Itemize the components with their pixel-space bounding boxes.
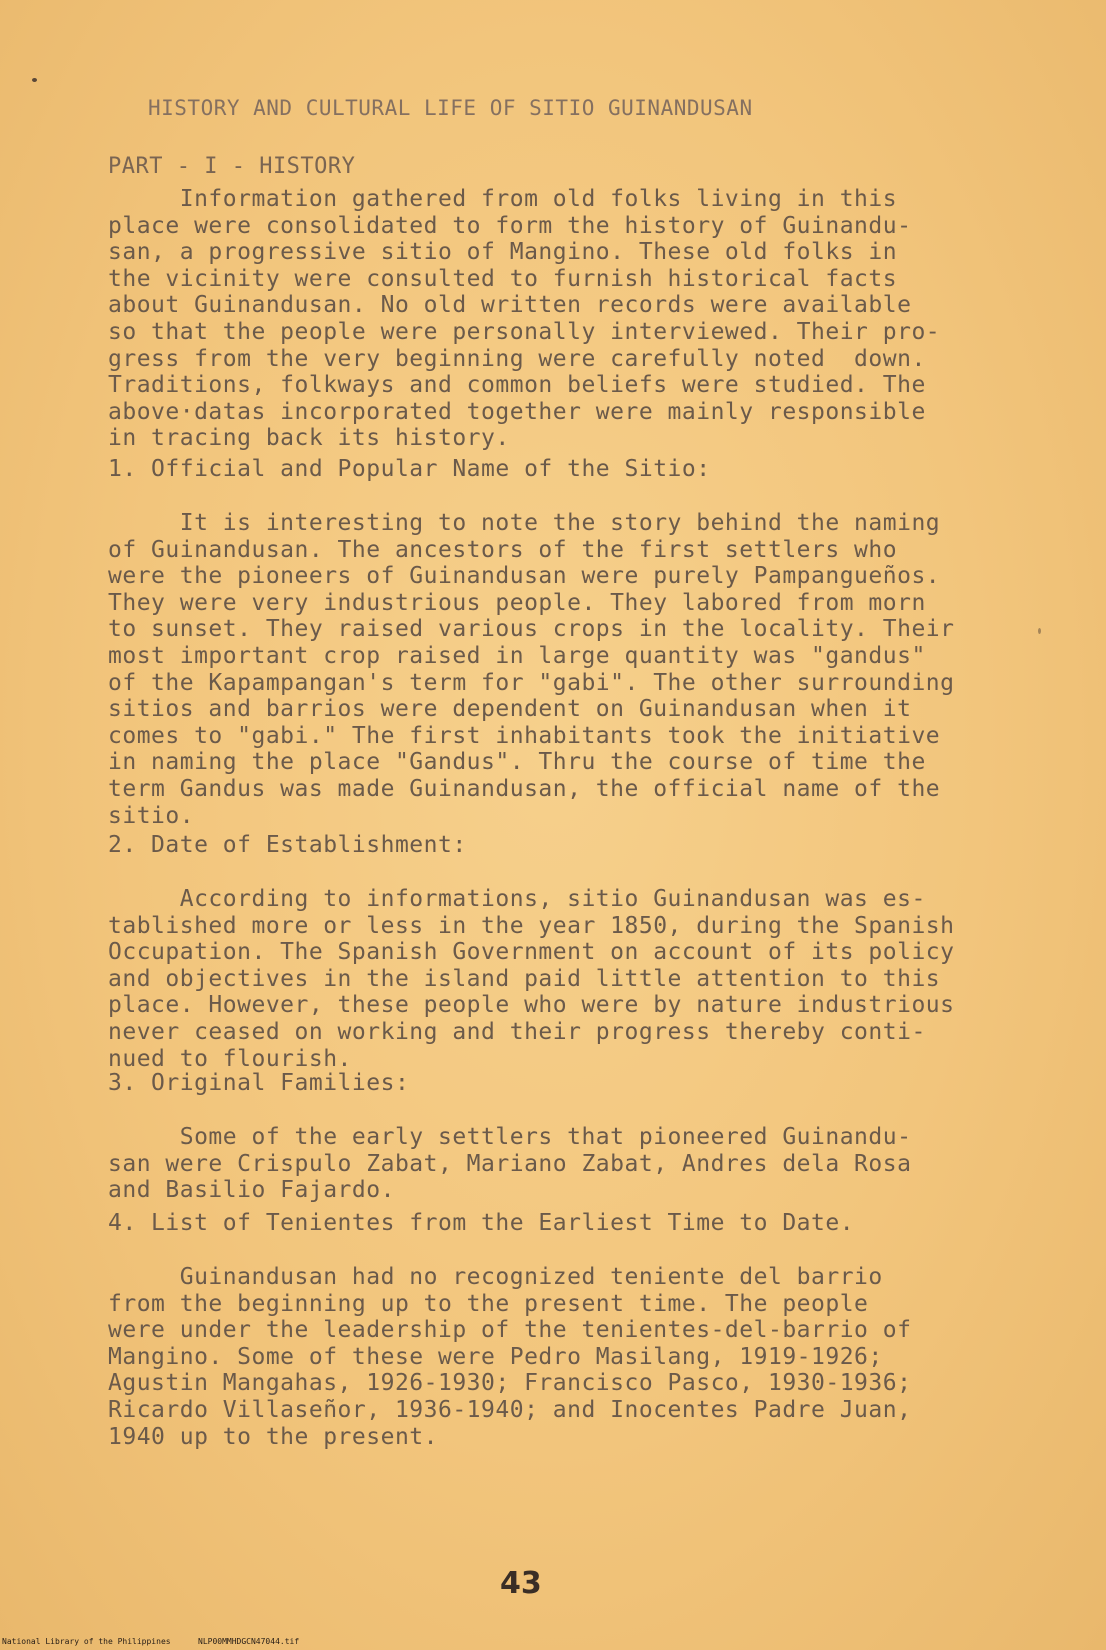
ink-speck [1038, 628, 1041, 634]
section-1-heading: 1. Official and Popular Name of the Sitio: [108, 456, 711, 482]
section-4-heading: 4. List of Tenientes from the Earliest Time to Date. [108, 1210, 855, 1236]
section-2-body: According to informations, sitio Guinandusan was es- tablished more or less in the year 1850, during the Spanish Occupation. The Spanish Government on account of its policy and objectives in the island paid little attention to this place. However, these people who were by nature industrious never ceased on working and their progress thereby conti- nued to flourish. [108, 886, 955, 1072]
ink-speck [32, 78, 37, 82]
page-number: 43 [500, 1566, 542, 1601]
section-3-heading: 3. Original Families: [108, 1070, 410, 1096]
section-4-body: Guinandusan had no recognized teniente del barrio from the beginning up to the present time. The people were under the leadership of the tenientes-del-barrio of Mangino. Some of these were Pedro Masilang, 1919-1926; Agustin Mangahas, 1926-1930; Francisco Pasco, 1930-1936; Ricardo Villaseñor, 1936-1940; and Inocentes Padre Juan, 1940 up to the present. [108, 1264, 912, 1450]
section-3-body: Some of the early settlers that pioneered Guinandu- san were Crispulo Zabat, Mariano Zabat, Andres dela Rosa and Basilio Fajardo. [108, 1124, 912, 1204]
library-credit: National Library of the Philippines [2, 1637, 171, 1646]
part-heading: PART - I - HISTORY [108, 154, 356, 179]
document-title: HISTORY AND CULTURAL LIFE OF SITIO GUINANDUSAN [148, 96, 753, 120]
section-1-body: It is interesting to note the story behind the naming of Guinandusan. The ancestors of the first settlers who were the pioneers of Guinandusan were purely Pampangueños. They were very industrious people. They labored from morn to sunset. They raised various crops in the locality. Their most important crop raised in large quantity was "gandus" of the Kapampangan's term for "gabi". The other surrounding sitios and barrios were dependent on Guinandusan when it comes to "gabi." The first inhabitants took the initiative in naming the place "Gandus". Thru the course of time the term Gandus was made Guinandusan, the official name of the sitio. [108, 510, 955, 829]
intro-paragraph: Information gathered from old folks living in this place were consolidated to form the history of Guinandu- san, a progressive sitio of Mangino. These old folks in the vicinity were consulted to furnish historical facts about Guinandusan. No old written records were available so that the people were personally interviewed. Their pro- gress from the very beginning were carefully noted down. Traditions, folkways and common beliefs were studied. The above·datas incorporated together were mainly responsible in tracing back its history. [108, 186, 941, 452]
section-2-heading: 2. Date of Establishment: [108, 832, 467, 858]
file-identifier: NLP00MMHDGCN47044.tif [198, 1637, 300, 1646]
